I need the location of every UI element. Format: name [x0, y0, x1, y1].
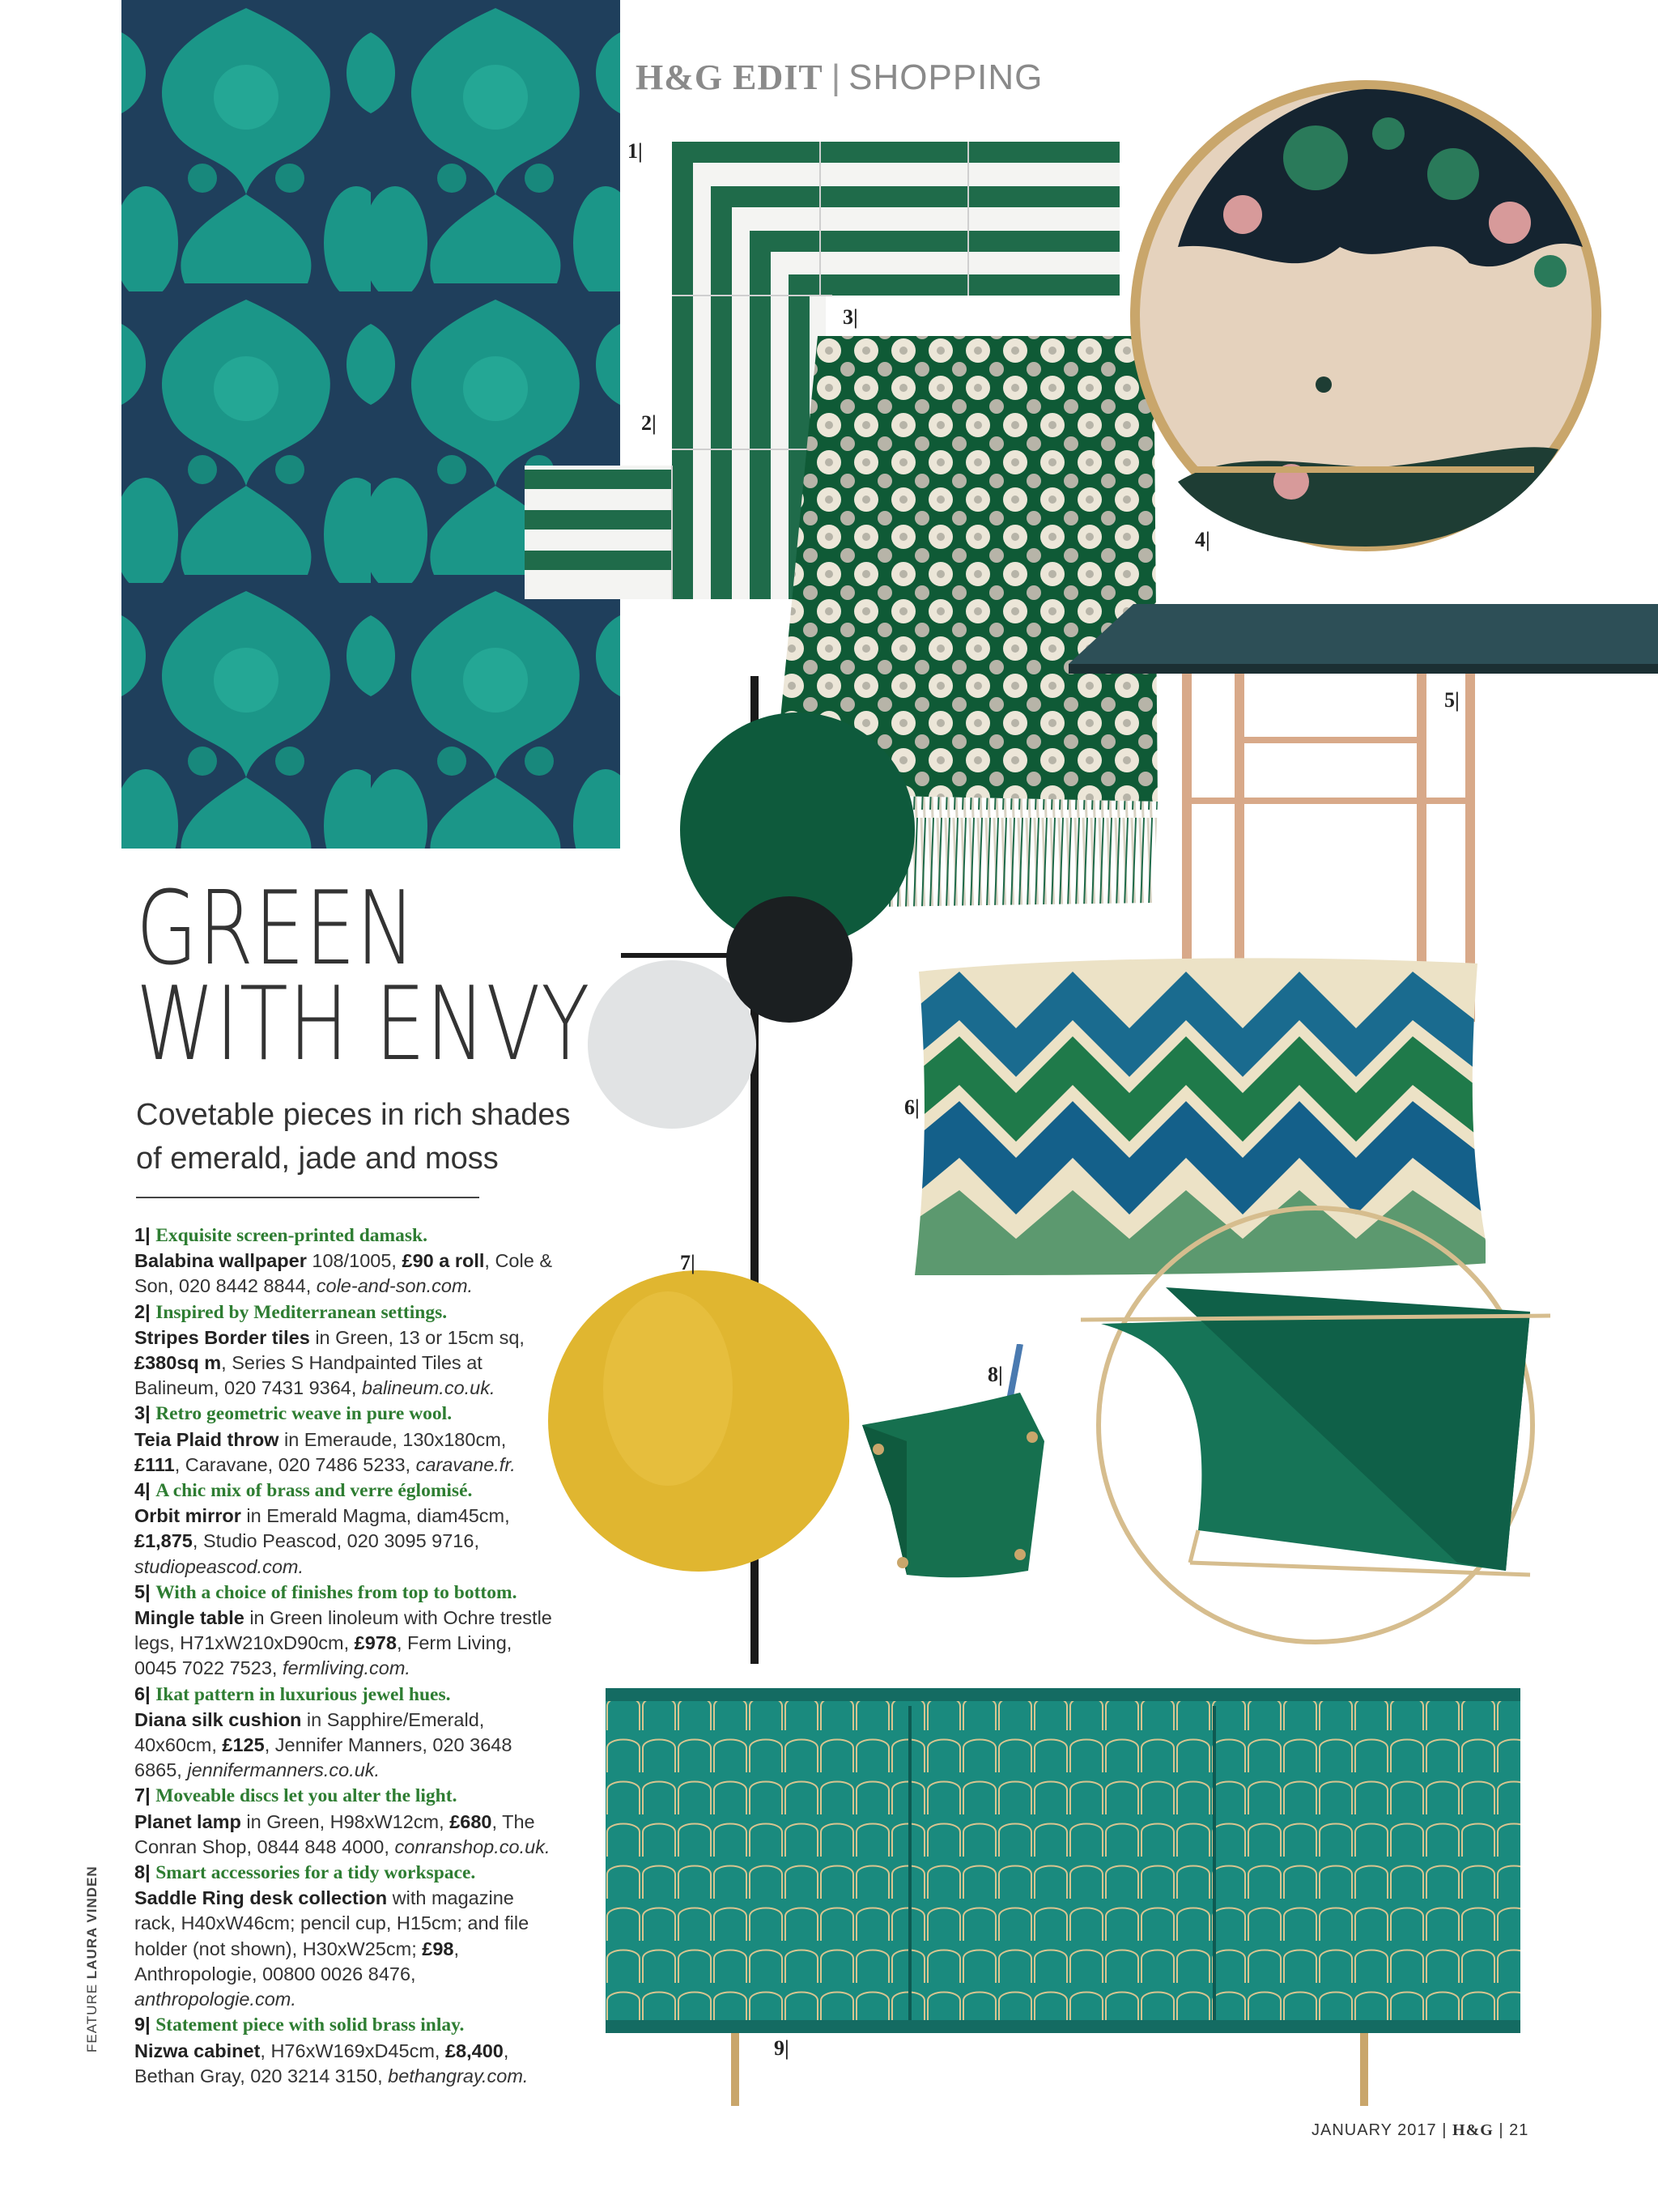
credit-product: Nizwa cabinet [134, 2040, 261, 2061]
credit-details: in Green linoleum with Ochre trestle legs, H71xW210xD90cm, [134, 1607, 552, 1654]
nizwa-cabinet-image [606, 1688, 1520, 2109]
credit-website: balineum.co.uk. [361, 1377, 495, 1399]
page-number: 21 [1509, 2121, 1529, 2139]
credit-headline: Ikat pattern in luxurious jewel hues. [155, 1683, 451, 1705]
credit-item [134, 1860, 555, 2012]
credit-website: caravane.fr. [415, 1453, 516, 1475]
label-9: 9| [774, 2036, 789, 2060]
credit-price: £125 [222, 1734, 265, 1756]
label-7: 7| [680, 1251, 695, 1274]
header-section: SHOPPING [848, 57, 1044, 97]
feature-credit-name: LAURA VINDEN [84, 1865, 100, 1980]
label-1: 1| [627, 139, 643, 163]
credit-website: anthropologie.com. [134, 1989, 296, 2010]
credit-website: cole-and-son.com. [316, 1275, 474, 1297]
title-line-1: GREEN [136, 869, 417, 988]
credit-number: 1| [134, 1224, 151, 1245]
label-8: 8| [988, 1363, 1003, 1386]
credit-headline: Moveable discs let you alter the light. [155, 1785, 457, 1807]
label-5: 5| [1444, 688, 1460, 712]
credit-price: £98 [422, 1938, 454, 1959]
credit-price: £8,400 [444, 2040, 504, 2061]
credit-product: Stripes Border tiles [134, 1326, 310, 1348]
credit-website: bethangray.com. [388, 2065, 529, 2087]
credit-supplier: , Ferm Living, 0045 7022 7523, [134, 1632, 512, 1679]
footer-separator: | [1442, 2121, 1448, 2139]
credit-price: £111 [134, 1453, 175, 1475]
product-credits [134, 1223, 555, 2089]
credit-item [134, 1682, 555, 1784]
credit-supplier: , Caravane, 020 7486 5233, [174, 1453, 416, 1475]
credit-headline: Exquisite screen-printed damask. [155, 1225, 427, 1246]
label-3: 3| [843, 305, 858, 329]
label-2: 2| [641, 411, 657, 435]
credit-item [134, 1300, 555, 1402]
pencil-cup-image [858, 1344, 1052, 1579]
credit-number: 4| [134, 1479, 151, 1501]
credit-product: Mingle table [134, 1607, 244, 1629]
credit-number: 5| [134, 1580, 151, 1602]
label-4: 4| [1195, 528, 1210, 551]
feature-credit [84, 1865, 100, 2052]
credit-details: in Emerald Magma, diam45cm, [240, 1505, 510, 1527]
credit-headline: A chic mix of brass and verre églomisé. [155, 1480, 473, 1502]
feature-credit-prefix: FEATURE [84, 1983, 100, 2052]
credit-item [134, 1580, 555, 1682]
credit-supplier: , Studio Peascod, 020 3095 9716, [192, 1530, 479, 1552]
footer-issue: JANUARY 2017 [1312, 2121, 1437, 2139]
footer-brand: H&G [1452, 2121, 1494, 2139]
credit-item [134, 1783, 555, 1860]
title-line-2: WITH ENVY [136, 964, 591, 1083]
credit-details: , H76xW169xD45cm, [260, 2040, 445, 2061]
credit-supplier: , Series S Handpainted Tiles at Balineum, 020 7431 9364, [134, 1352, 483, 1399]
credit-number: 2| [134, 1300, 151, 1322]
page-footer [1312, 2121, 1528, 2140]
credit-price: £680 [449, 1810, 492, 1832]
credit-details: with magazine rack, H40xW46cm; pencil cup, H15cm; and file holder (not shown), H30xW25cm; [134, 1887, 529, 1959]
credit-headline: Statement piece with solid brass inlay. [155, 2014, 465, 2036]
credit-details: in Sapphire/Emerald, 40x60cm, [134, 1708, 485, 1756]
credit-price: £978 [354, 1632, 397, 1654]
section-header [636, 57, 1043, 98]
credit-details: in Emeraude, 130x180cm, [278, 1428, 507, 1450]
credit-product: Planet lamp [134, 1810, 241, 1832]
credit-price: £380sq m [134, 1352, 222, 1374]
credit-supplier: , The Conran Shop, 0844 848 4000, [134, 1810, 535, 1857]
label-6: 6| [904, 1095, 920, 1119]
credit-item [134, 2012, 555, 2089]
credit-item [134, 1401, 555, 1478]
credit-supplier: , Jennifer Manners, 020 3648 6865, [134, 1734, 512, 1781]
credit-product: Orbit mirror [134, 1505, 241, 1527]
credit-price: £90 a roll [402, 1250, 485, 1272]
credit-price: £1,875 [134, 1530, 193, 1552]
credit-item [134, 1223, 555, 1300]
credit-item [134, 1478, 555, 1580]
credit-number: 3| [134, 1402, 151, 1424]
credit-supplier: , Bethan Gray, 020 3214 3150, [134, 2040, 509, 2087]
orbit-mirror-image [1129, 61, 1603, 571]
credit-number: 7| [134, 1784, 151, 1806]
credit-product: Saddle Ring desk collection [134, 1887, 388, 1909]
credit-website: jennifermanners.co.uk. [187, 1759, 380, 1781]
header-separator: | [831, 57, 841, 97]
credit-details: 108/1005, [306, 1250, 402, 1272]
footer-separator: | [1499, 2121, 1504, 2139]
header-brand: H&G EDIT [636, 57, 823, 97]
credit-headline: Inspired by Mediterranean settings. [155, 1301, 448, 1323]
page-title [136, 869, 719, 1083]
credit-headline: With a choice of finishes from top to bottom. [155, 1581, 517, 1603]
credit-number: 6| [134, 1682, 151, 1704]
credit-headline: Smart accessories for a tidy workspace. [155, 1862, 476, 1884]
credit-product: Diana silk cushion [134, 1708, 302, 1730]
credit-supplier: , Cole & Son, 020 8442 8844, [134, 1250, 552, 1297]
credit-website: conranshop.co.uk. [394, 1836, 551, 1857]
credit-product: Balabina wallpaper [134, 1250, 307, 1272]
saddle-ring-magazine-rack-image [1052, 1182, 1571, 1648]
credit-headline: Retro geometric weave in pure wool. [155, 1403, 453, 1425]
credit-supplier: , Anthropologie, 00800 0026 8476, [134, 1938, 460, 1984]
credit-product: Teia Plaid throw [134, 1428, 279, 1450]
credit-number: 9| [134, 2014, 151, 2035]
credit-website: fermliving.com. [282, 1657, 410, 1679]
divider [136, 1197, 479, 1198]
credit-details: in Green, H98xW12cm, [240, 1810, 450, 1832]
credit-number: 8| [134, 1861, 151, 1883]
credit-details: in Green, 13 or 15cm sq, [309, 1326, 525, 1348]
credit-website: studiopeascod.com. [134, 1555, 304, 1577]
page-subtitle: Covetable pieces in rich shades of emerald, jade and moss [136, 1098, 571, 1176]
